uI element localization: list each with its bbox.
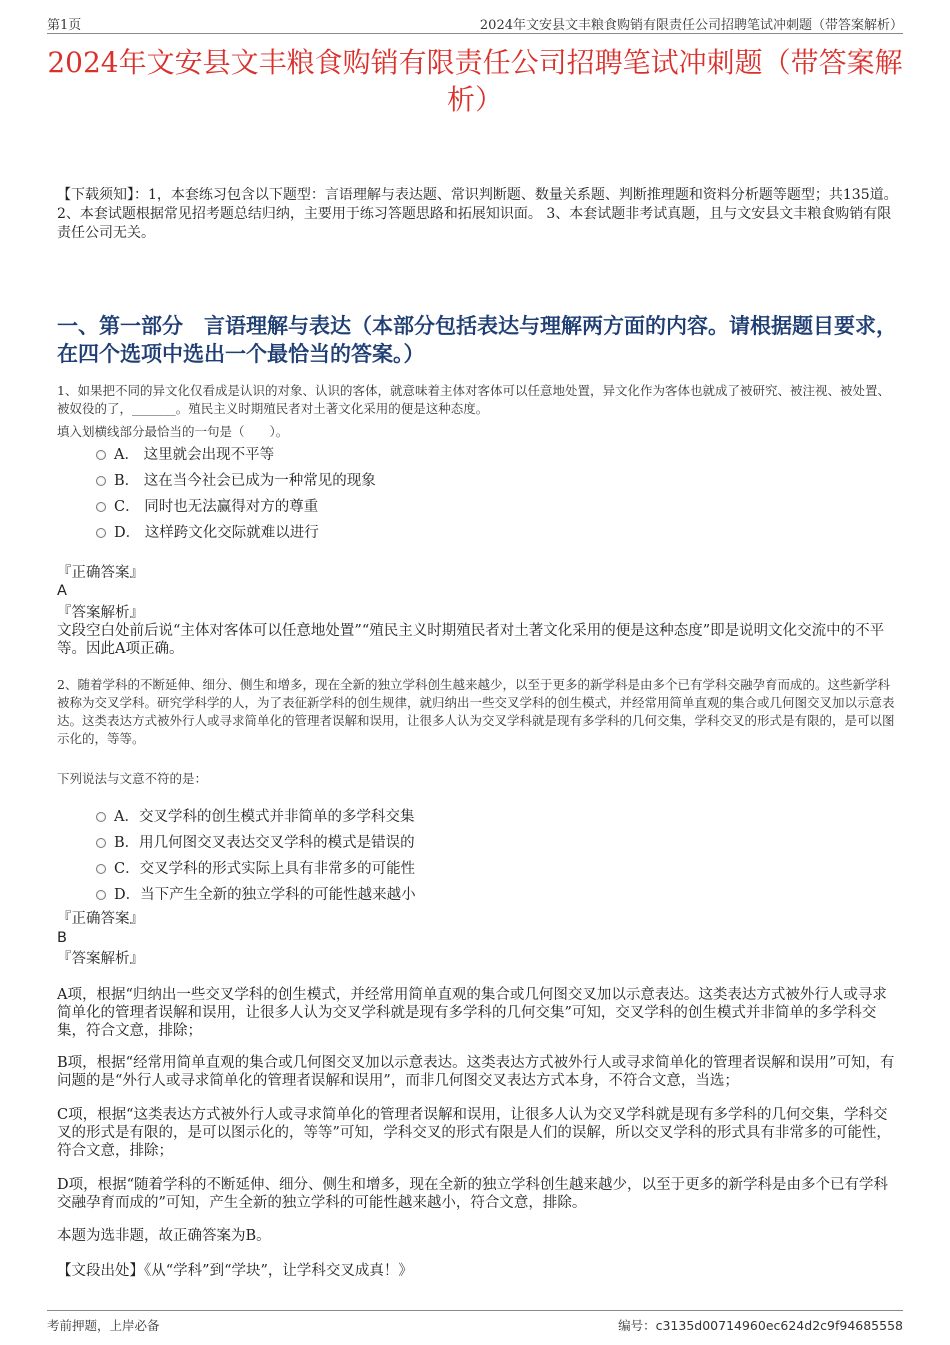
question-1-analysis: 文段空白处前后说“主体对客体可以任意地处置”“殖民主义时期殖民者对土著文化采用的便是这种态度”即是说明文化交流中的不平等。因此A项正确。 — [57, 623, 885, 657]
option-label: B． 这在当今社会已成为一种常见的现象 — [114, 472, 376, 489]
radio-icon[interactable] — [96, 450, 106, 460]
footer-code-label: 编号： — [618, 1318, 656, 1333]
document-title: 2024年文安县文丰粮食购销有限责任公司招聘笔试冲刺题（带答案解析） — [47, 46, 903, 116]
question-1-option-b[interactable] — [96, 466, 376, 492]
question-1-option-a[interactable] — [96, 440, 376, 466]
question-1-ask: 填入划横线部分最恰当的一句是（ ）。 — [57, 424, 289, 439]
question-2-option-d[interactable] — [96, 880, 416, 906]
question-2-option-c[interactable] — [96, 854, 416, 880]
question-1-answer-label: 『正确答案』 — [57, 565, 144, 581]
radio-icon[interactable] — [96, 890, 106, 900]
header-doc-title: 2024年文安县文丰粮食购销有限责任公司招聘笔试冲刺题（带答案解析） — [479, 18, 903, 33]
page-number: 第1页 — [47, 18, 82, 33]
question-2-ask: 下列说法与文意不符的是： — [57, 771, 208, 786]
option-label: A．交叉学科的创生模式并非简单的多学科交集 — [114, 808, 415, 825]
question-2-source: 【文段出处】《从“学科”到“学块”，让学科交叉成真！》 — [57, 1263, 413, 1279]
question-2-analysis-d: D项，根据“随着学科的不断延伸、细分、侧生和增多，现在全新的独立学科创生越来越少，以至于更多的新学科是由多个已有学科交融孕育而成的”可知，产生全新的独立学科的可能性越来越小，符合文意，排除。 — [57, 1177, 889, 1211]
question-2-answer: B — [57, 930, 67, 946]
download-notice: 【下载须知】：1，本套练习包含以下题型：言语理解与表达题、常识判断题、数量关系题、判断推理题和资料分析题等题型；共135道。 2、本套试题根据常见招考题总结归纳，主要用于练习答题思路和拓展知识面。 3、本套试题非考试真题，且与文安县文丰粮食购销有限责任公司无关。 — [57, 187, 898, 241]
option-label: C．交叉学科的形式实际上具有非常多的可能性 — [114, 860, 416, 877]
radio-icon[interactable] — [96, 502, 106, 512]
option-label: B．用几何图交叉表达交叉学科的模式是错误的 — [114, 834, 415, 851]
question-2-option-b[interactable] — [96, 828, 416, 854]
option-label: C． 同时也无法赢得对方的尊重 — [114, 498, 319, 515]
radio-icon[interactable] — [96, 864, 106, 874]
question-2-options — [96, 802, 416, 906]
question-2-option-a[interactable] — [96, 802, 416, 828]
page-footer — [47, 1310, 903, 1338]
question-2-answer-label: 『正确答案』 — [57, 911, 144, 927]
question-2-analysis-b: B项，根据“经常用简单直观的集合或几何图交叉加以示意表达。这类表达方式被外行人或寻求简单化的管理者误解和误用”可知，有问题的是“外行人或寻求简单化的管理者误解和误用”，而非几何图交叉表达方式本身，不符合文意，当选； — [57, 1055, 895, 1089]
option-label: D． 这样跨文化交际就难以进行 — [114, 524, 319, 541]
radio-icon[interactable] — [96, 838, 106, 848]
radio-icon[interactable] — [96, 812, 106, 822]
option-label: D．当下产生全新的独立学科的可能性越来越小 — [114, 886, 416, 903]
question-1-option-d[interactable] — [96, 518, 376, 544]
question-2-stem: 2、随着学科的不断延伸、细分、侧生和增多，现在全新的独立学科创生越来越少，以至于更多的新学科是由多个已有学科交融孕育而成的。这些新学科被称为交叉学科。研究学科学的人，为了表征新学科的创生规律，就归纳出一些交叉学科的创生模式，并经常用简单直观的集合或几何图交叉加以示意表达。这类表达方式被外行人或寻求简单化的管理者误解和误用，让很多人认为交叉学科就是现有多学科的几何交集，学科交叉的形式是有限的，是可以图示化的，等等。 — [57, 677, 895, 746]
question-1-analysis-label: 『答案解析』 — [57, 605, 144, 621]
question-2-conclusion: 本题为选非题，故正确答案为B。 — [57, 1228, 271, 1244]
question-2-analysis-a: A项，根据“归纳出一些交叉学科的创生模式，并经常用简单直观的集合或几何图交叉加以示意表达。这类表达方式被外行人或寻求简单化的管理者误解和误用，让很多人认为交叉学科就是现有多学科的几何交集”可知，交叉学科的创生模式并非简单的多学科交集，符合文意，排除； — [57, 987, 887, 1039]
option-label: A． 这里就会出现不平等 — [114, 446, 275, 463]
question-1-option-c[interactable] — [96, 492, 376, 518]
footer-code-value: c3135d00714960ec624d2c9f94685558 — [655, 1318, 903, 1333]
question-2-analysis-c: C项，根据“这类表达方式被外行人或寻求简单化的管理者误解和误用，让很多人认为交叉学科就是现有多学科的几何交集，学科交叉的形式是有限的，是可以图示化的，等等”可知，学科交叉的形式有限是人们的误解，所以交叉学科的形式具有非常多的可能性，符合文意，排除； — [57, 1107, 891, 1159]
question-1-stem: 1、如果把不同的异文化仅看成是认识的对象、认识的客体，就意味着主体对客体可以任意地处置，异文化作为客体也就成了被研究、被注视、被处置、被奴役的了，_______。殖民主义时期殖民者对土著文化采用的便是这种态度。 — [57, 383, 890, 416]
radio-icon[interactable] — [96, 476, 106, 486]
radio-icon[interactable] — [96, 528, 106, 538]
question-1-options — [96, 440, 376, 544]
question-1-answer: A — [57, 583, 67, 599]
page-header — [47, 12, 903, 34]
question-2-analysis-label: 『答案解析』 — [57, 951, 144, 967]
section-title: 一、第一部分 言语理解与表达（本部分包括表达与理解两方面的内容。请根据题目要求，在四个选项中选出一个最恰当的答案。） — [57, 313, 897, 366]
footer-code — [618, 1316, 903, 1334]
footer-slogan: 考前押题，上岸必备 — [47, 1318, 160, 1333]
